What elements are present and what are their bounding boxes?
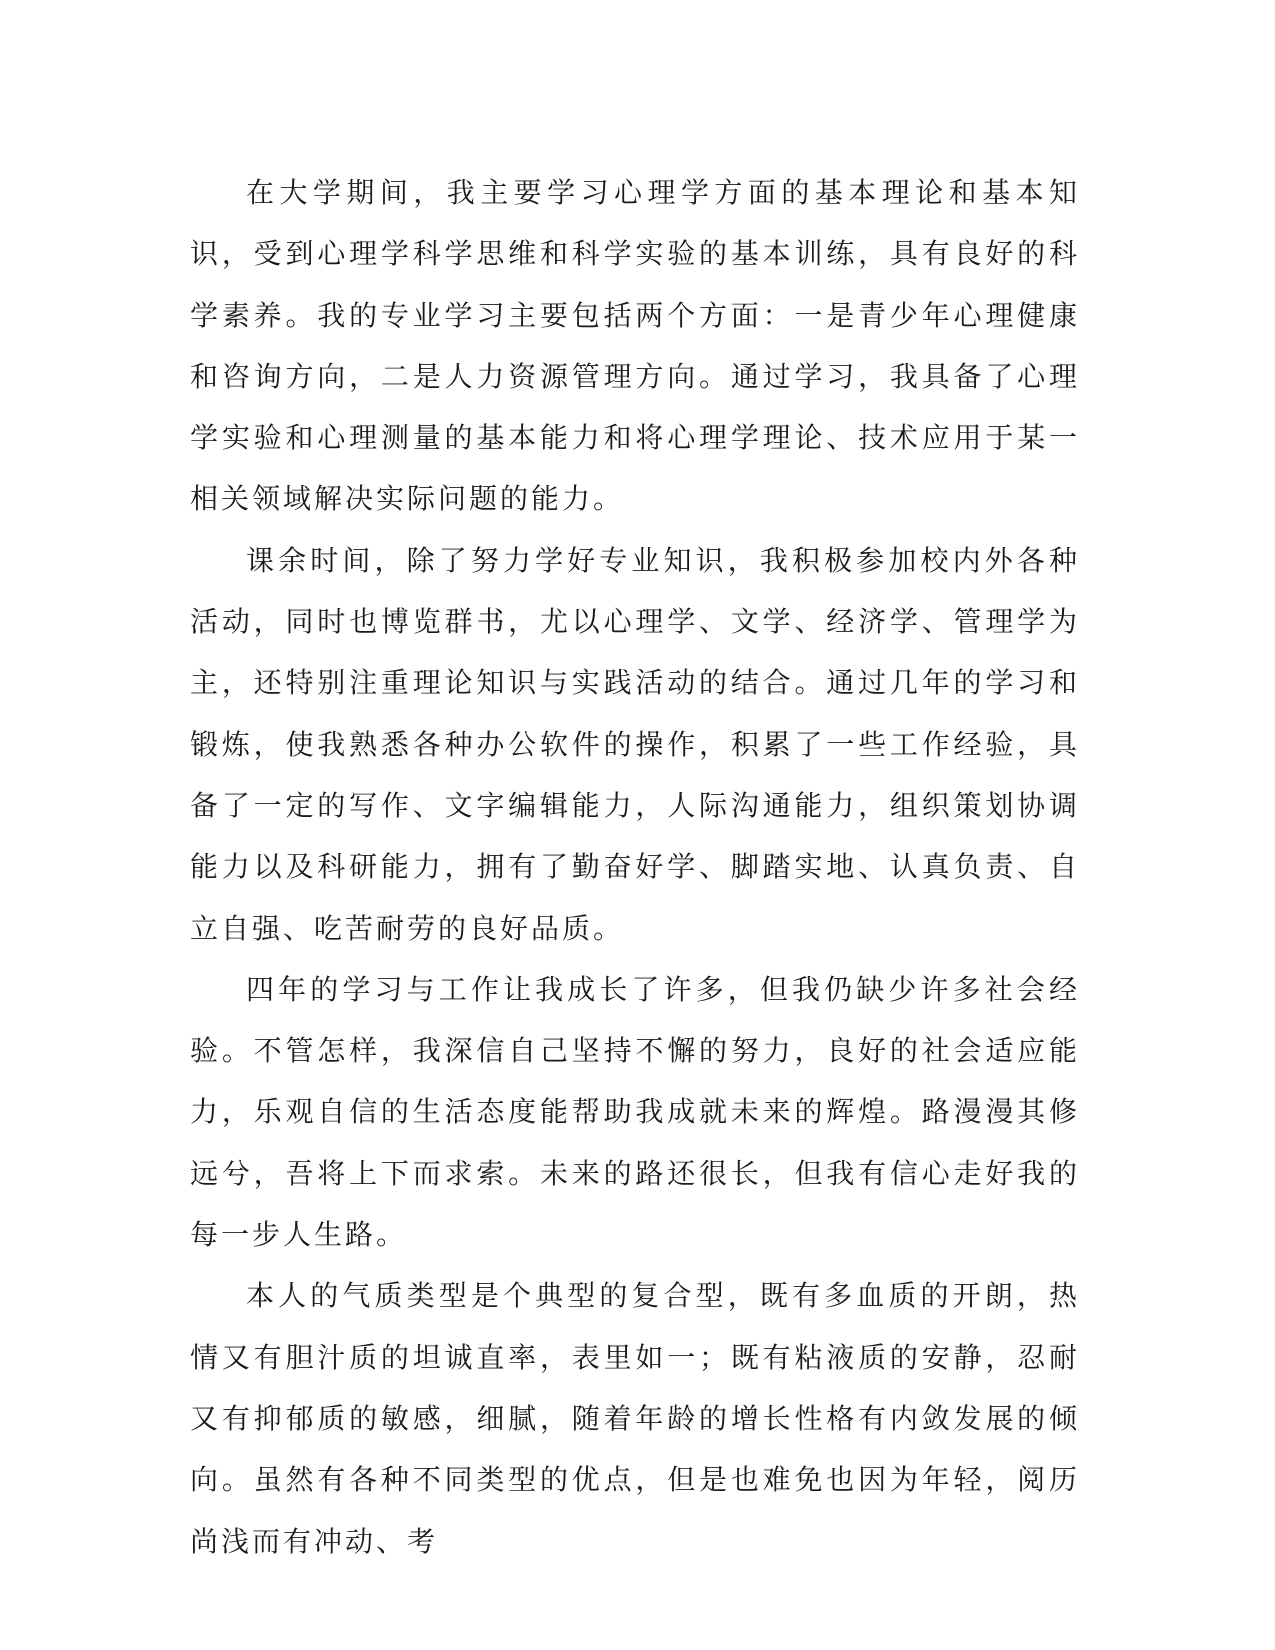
paragraph-temperament: 本人的气质类型是个典型的复合型，既有多血质的开朗，热情又有胆汁质的坦诚直率，表里如一；既有粘液质的安静，忍耐又有抑郁质的敏感，细腻，随着年龄的增长性格有内敛发展的倾向。虽然有各种不同类型的优点，但是也难免也因为年轻，阅历尚浅而有冲动、考 bbox=[190, 1279, 1080, 1558]
paragraph-study: 在大学期间，我主要学习心理学方面的基本理论和基本知识，受到心理学科学思维和科学实验的基本训练，具有良好的科学素养。我的专业学习主要包括两个方面：一是青少年心理健康和咨询方向，二是人力资源管理方向。通过学习，我具备了心理学实验和心理测量的基本能力和将心理学理论、技术应用于某一相关领域解决实际问题的能力。 bbox=[190, 176, 1080, 516]
document-body bbox=[190, 162, 1080, 1572]
paragraph-growth: 四年的学习与工作让我成长了许多，但我仍缺少许多社会经验。不管怎样，我深信自己坚持不懈的努力，良好的社会适应能力，乐观自信的生活态度能帮助我成就未来的辉煌。路漫漫其修远兮，吾将上下而求索。未来的路还很长，但我有信心走好我的每一步人生路。 bbox=[190, 972, 1080, 1252]
paragraph-activities: 课余时间，除了努力学好专业知识，我积极参加校内外各种活动，同时也博览群书，尤以心理学、文学、经济学、管理学为主，还特别注重理论知识与实践活动的结合。通过几年的学习和锻炼，使我熟悉各种办公软件的操作，积累了一些工作经验，具备了一定的写作、文字编辑能力，人际沟通能力，组织策划协调能力以及科研能力，拥有了勤奋好学、脚踏实地、认真负责、自立自强、吃苦耐劳的良好品质。 bbox=[190, 543, 1080, 945]
